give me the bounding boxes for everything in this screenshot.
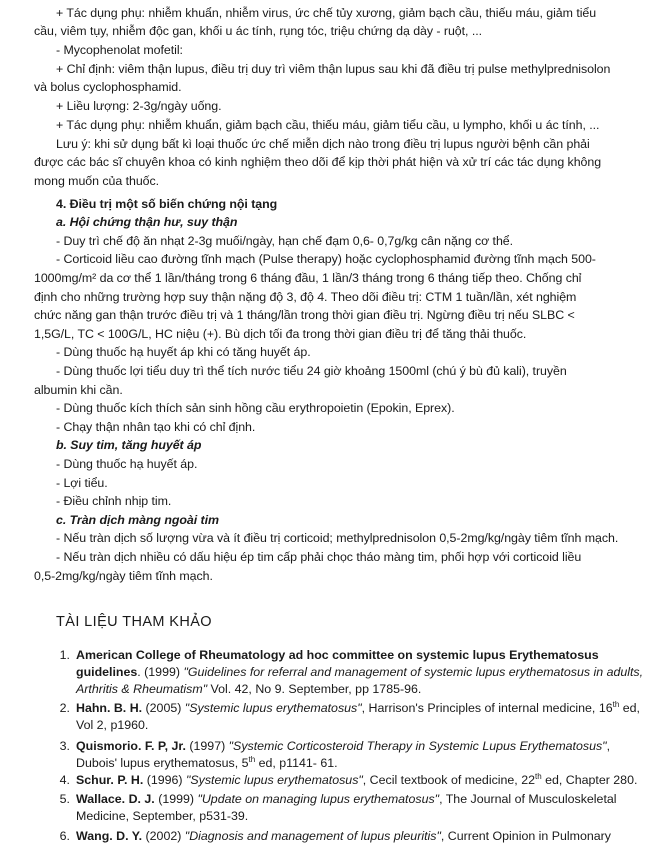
- text-line: - Điều chỉnh nhịp tim.: [56, 494, 172, 508]
- reference-title: "Diagnosis and management of lupus pleuritis": [184, 829, 441, 843]
- reference-year: (1996): [143, 773, 186, 787]
- reference-source: , Cecil textbook of medicine, 22th ed, Chapter 280.: [362, 771, 638, 787]
- text-line: + Chỉ định: viêm thận lupus, điều trị duy trì viêm thận lupus sau khi đã điều trị pulse methylprednisolon: [56, 62, 611, 76]
- text-line: + Tác dụng phụ: nhiễm khuẩn, nhiễm virus, ức chế tủy xương, giảm bạch cầu, thiếu máu, giảm tiểu: [56, 6, 597, 20]
- reference-number: 5.: [59, 792, 70, 806]
- text-line: - Nếu tràn dịch nhiều có dấu hiệu ép tim cấp phải chọc tháo màng tim, phối hợp với corticoid liều: [56, 550, 582, 564]
- reference-year: (2002): [142, 829, 185, 843]
- text-line: - Corticoid liều cao đường tĩnh mạch (Pulse therapy) hoặc cyclophosphamid đường tĩnh mạch 500-: [56, 252, 596, 266]
- text-line: 1000mg/m² da cơ thể 1 lần/tháng trong 6 tháng đầu, 1 lần/3 tháng trong 6 tháng tiếp theo. Chống chỉ: [34, 271, 582, 285]
- text-line: cầu, viêm tụy, nhiễm độc gan, khối u ác tính, rụng tóc, triệu chứng dạ dày - ruột, ...: [34, 24, 483, 38]
- reference-text: [76, 772, 646, 789]
- reference-year: (2005): [142, 701, 185, 715]
- subsection-heading: c. Tràn dịch màng ngoài tim: [56, 513, 219, 527]
- reference-author: Schur. P. H.: [76, 773, 144, 787]
- reference-number: 2.: [59, 701, 70, 715]
- reference-title: "Systemic lupus erythematosus": [184, 701, 362, 715]
- reference-title: "Update on managing lupus erythematosus": [197, 792, 440, 806]
- text-line: chức năng gan thận trước điều trị và 1 tháng/lần trong thời gian điều trị. Ngừng điều trị nếu SLBC <: [34, 308, 575, 322]
- text-line: - Dùng thuốc hạ huyết áp khi có tăng huyết áp.: [56, 345, 311, 359]
- text-line: albumin khi cần.: [34, 383, 123, 397]
- text-line: mong muốn của thuốc.: [34, 174, 160, 188]
- reference-author: Quismorio. F. P, Jr.: [76, 739, 186, 753]
- text-line: 1,5G/L, TC < 100G/L, HC niệu (+). Bù dịch tối đa trong thời gian điều trị để tăng thải thuốc.: [34, 327, 527, 341]
- reference-source: , Harrison's Principles of internal medicine, 16th ed, Vol 2, p1960.: [76, 699, 640, 732]
- text-line: - Dùng thuốc hạ huyết áp.: [56, 457, 198, 471]
- text-line: + Liều lượng: 2-3g/ngày uống.: [56, 99, 222, 113]
- reference-text: [76, 647, 646, 698]
- text-line: Lưu ý: khi sử dụng bất kì loại thuốc ức chế miễn dịch nào trong điều trị lupus người bệnh cần phải: [56, 137, 590, 151]
- text-line: và bolus cyclophosphamid.: [34, 80, 182, 94]
- section-heading: 4. Điều trị một số biến chứng nội tạng: [56, 197, 278, 211]
- subsection-heading: b. Suy tim, tăng huyết áp: [56, 438, 202, 452]
- reference-number: 3.: [59, 739, 70, 753]
- reference-title: "Guidelines for referral and management of systemic lupus erythematosus in adults, Arthritis & Rheumatism": [76, 665, 644, 696]
- text-line: - Chạy thận nhân tạo khi có chỉ định.: [56, 420, 256, 434]
- text-line: - Dùng thuốc lợi tiểu duy trì thể tích nước tiểu 24 giờ khoảng 1500ml (chú ý bù đủ kali), truyền: [56, 364, 567, 378]
- text-line: + Tác dụng phụ: nhiễm khuẩn, giảm bạch cầu, thiếu máu, giảm tiểu cầu, u lympho, khối u ác tính, ...: [56, 118, 600, 132]
- reference-year: . (1999): [137, 665, 184, 679]
- reference-author: American College of Rheumatology ad hoc committee on systemic lupus Erythematosus guidelines: [76, 648, 599, 679]
- reference-text: [76, 700, 646, 734]
- reference-year: (1997): [185, 739, 229, 753]
- reference-source: , Current Opinion in Pulmonary: [440, 829, 611, 843]
- text-line: được các bác sĩ chuyên khoa có kinh nghiệm theo dõi để kịp thời phát hiện và xử trí các tác dụng không: [34, 155, 602, 169]
- references-heading: TÀI LIỆU THAM KHẢO: [56, 614, 212, 630]
- reference-title: "Systemic Corticosteroid Therapy in Systemic Lupus Erythematosus": [228, 739, 607, 753]
- text-line: - Mycophenolat mofetil:: [56, 43, 183, 57]
- reference-year: (1999): [154, 792, 198, 806]
- reference-number: 6.: [59, 829, 70, 843]
- reference-number: 1.: [59, 648, 70, 662]
- reference-text: [76, 791, 646, 825]
- reference-source: , Dubois' lupus erythematosus, 5th ed, p1141- 61.: [76, 739, 611, 770]
- text-line: định cho những trường hợp suy thận nặng độ 3, độ 4. Theo dõi điều trị: CTM 1 tuần/lần, xét nghiệm: [34, 290, 577, 304]
- reference-text: [76, 828, 646, 845]
- reference-author: Hahn. B. H.: [76, 701, 143, 715]
- reference-source: Vol. 42, No 9. September, pp 1785-96.: [207, 682, 422, 696]
- text-line: - Lợi tiểu.: [56, 476, 108, 490]
- reference-title: "Systemic lupus erythematosus": [185, 773, 363, 787]
- text-line: - Dùng thuốc kích thích sản sinh hồng cầu erythropoietin (Epokin, Eprex).: [56, 401, 455, 415]
- text-line: 0,5-2mg/kg/ngày tiêm tĩnh mạch.: [34, 569, 213, 583]
- reference-text: [76, 738, 646, 772]
- text-line: - Nếu tràn dịch số lượng vừa và ít điều trị corticoid; methylprednisolon 0,5-2mg/kg/ngày tiêm tĩnh mạch.: [56, 531, 619, 545]
- reference-author: Wang. D. Y.: [76, 829, 143, 843]
- reference-author: Wallace. D. J.: [76, 792, 155, 806]
- subsection-heading: a. Hội chứng thận hư, suy thận: [56, 215, 238, 229]
- reference-number: 4.: [59, 773, 70, 787]
- text-line: - Duy trì chế độ ăn nhạt 2-3g muối/ngày, hạn chế đạm 0,6- 0,7g/kg cân nặng cơ thể.: [56, 234, 514, 248]
- reference-source: , The Journal of Musculoskeletal Medicine, September, p531-39.: [76, 792, 617, 823]
